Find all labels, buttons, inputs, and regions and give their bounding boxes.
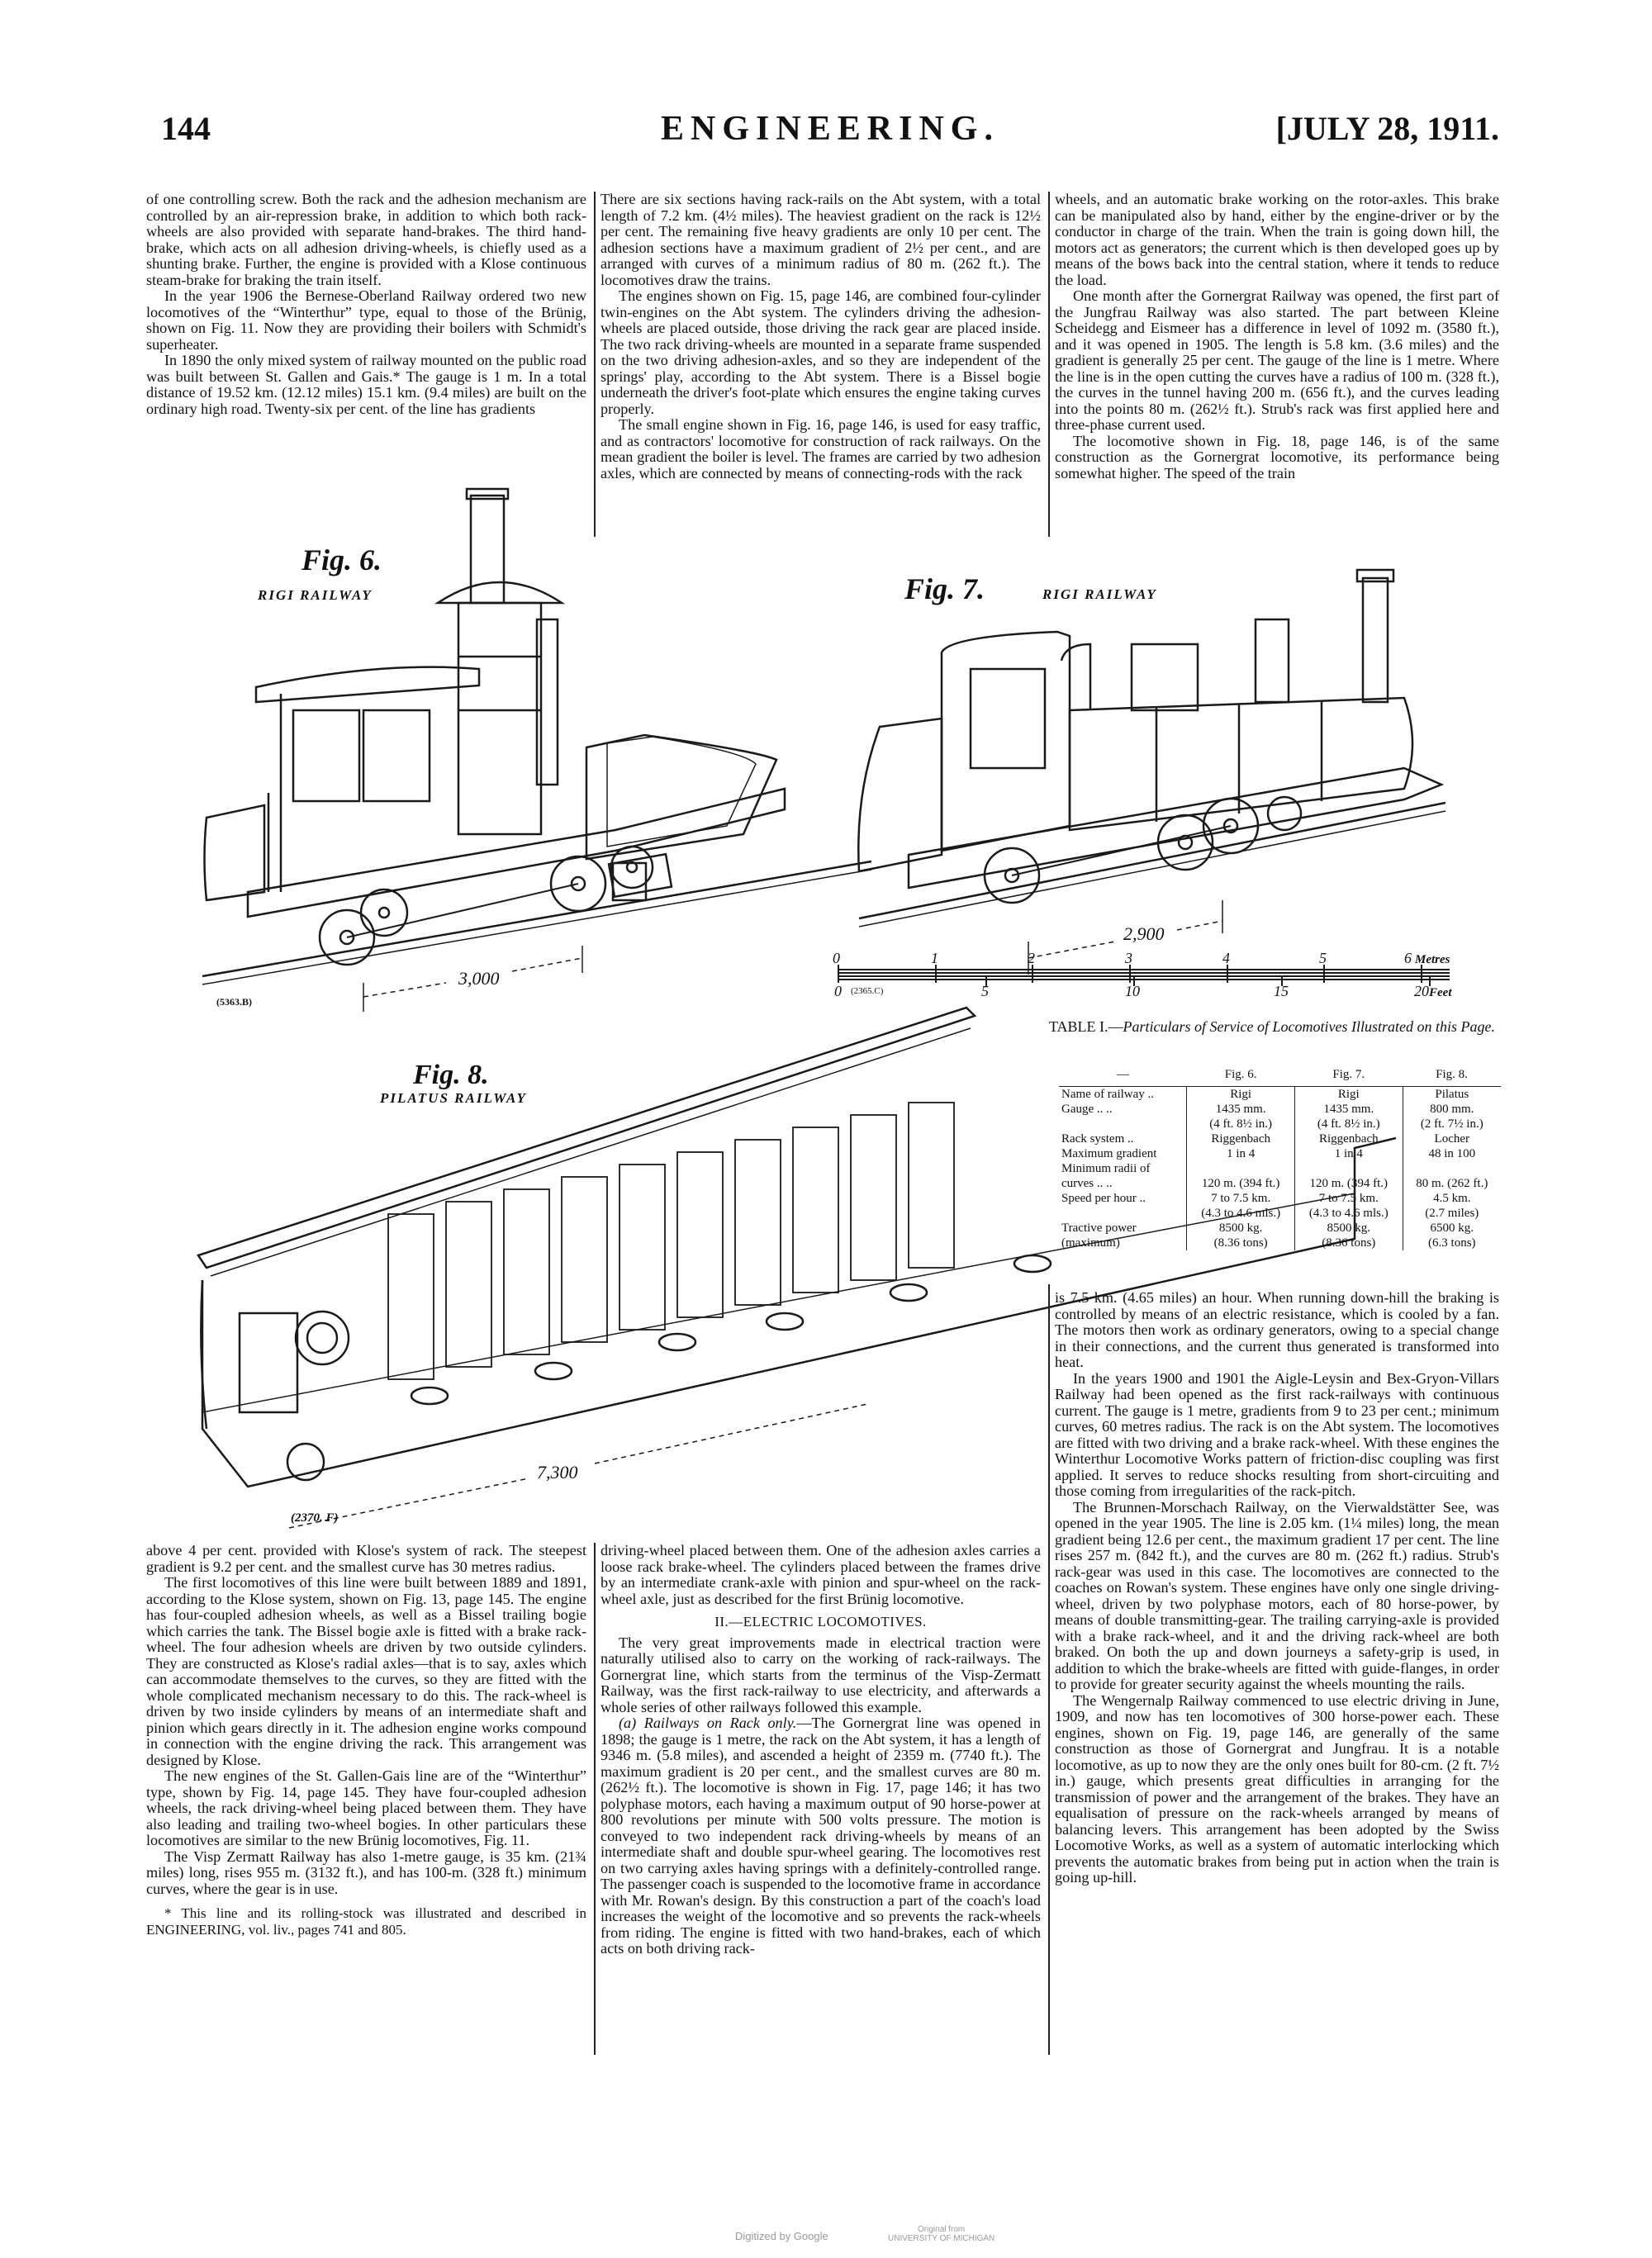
table-row: [1059, 1102, 1501, 1117]
paragraph: of one controlling screw. Both the rack and the adhesion mechanism are controlled by an air-repression brake, in addition to which both rack-wheels are also provided with separate hand-brakes. The third hand-brake, which acts on all adhesion driving-wheels, is chiefly used as a shunting brake. Further, the engine is provided with a Klose continuous steam-brake for braking the train itself.: [146, 191, 586, 288]
table-cell: (8.36 tons): [1294, 1236, 1403, 1250]
paragraph: [601, 1715, 1041, 1957]
fig7-label: Fig. 7.: [904, 572, 985, 605]
scale-feet-tick: 20: [1414, 983, 1429, 999]
column-1-bottom: [146, 1543, 586, 1938]
scale-metre-tick: 0: [833, 950, 840, 966]
table-header: —: [1059, 1067, 1187, 1087]
fig8-dimension: 7,300: [537, 1462, 578, 1482]
scale-feet-tick: 5: [981, 983, 989, 999]
paragraph: above 4 per cent. provided with Klose's system of rack. The steepest gradient is 9.2 per cent. and the smallest curve has 30 metres radius.: [146, 1542, 586, 1575]
footnote: * This line and its rolling-stock was illustrated and described in ENGINEERING, vol. liv., pages 741 and 805.: [146, 1905, 586, 1938]
paragraph: In 1890 the only mixed system of railway mounted on the public road was built between St. Gallen and Gais.* The gauge is 1 m. In a total distance of 19.52 km. (12.12 miles) 15.1 km. (9.4 miles) are built on the ordinary high road. Twenty-six per cent. of the line has gradients: [146, 352, 586, 417]
table-header: Fig. 6.: [1187, 1067, 1295, 1087]
table-cell: Speed per hour ..: [1061, 1192, 1146, 1205]
paragraph: One month after the Gornergrat Railway was opened, the first part of the Jungfrau Railway was also started. The part between Kleine Scheidegg and Eismeer has a difference in level of 1092 m. (3580 ft.), and it was opened in 1905. The length is 5.8 km. (3.6 miles) and the gradient is generally 25 per cent. The gauge of the line is 1 metre. Where the line is in the open cutting the curves have a radius of 100 m. (328 ft.), the curves in the tunnel having 200 m. (656 ft.), and the curves leading into the points 80 m. (262½ ft.). Strub's rack was first applied here and three-phase current used.: [1055, 287, 1499, 433]
table-cell: Rigi: [1187, 1087, 1295, 1103]
paragraph: The Brunnen-Morschach Railway, on the Vierwaldstätter See, was opened in the year 1905. The line is 2.05 km. (1¼ miles) long, the mean gradient being 12.6 per cent., the maximum gradient 17 per cent. The line rises 257 m. (842 ft.), and the curves are 80 m. (262 ft.) radius. Strub's rack-gear was used in this case. The locomotives are connected to the coaches on Rowan's system. These engines have only one single driving-wheel, driven by two polyphase motors, each of 80 horse-power, by means of double transmitting-gear. The trailing carrying-axle is provided with a brake rack-wheel, and it and the driving rack-wheel are both braked. On both the up and down journeys a safety-grip is used, in addition to which the brake-wheels are fitted with guide-flanges, in order to provide for greater security against the wheels mounting the rails.: [1055, 1498, 1499, 1692]
table-cell: Gauge .. ..: [1061, 1103, 1113, 1116]
table-row: [1059, 1087, 1501, 1103]
fig6-code: (5363.B): [216, 996, 252, 1008]
table-cell: (4.3 to 4.6 mls.): [1294, 1206, 1403, 1221]
fig8-label: Fig. 8.: [413, 1060, 489, 1090]
paragraph: is 7.5 km. (4.65 miles) an hour. When running down-hill the braking is controlled by means of an electric resistance, which is cooled by a fan. The motors then work as ordinary generators, owing to a special change in their connections, and the current thus generated is transformed into heat.: [1055, 1289, 1499, 1370]
scale-feet-unit: Feet: [1429, 986, 1452, 999]
table-row: [1059, 1117, 1501, 1131]
table-cell: (6.3 tons): [1403, 1236, 1501, 1250]
scale-feet-tick: 0: [834, 983, 842, 999]
table-cell: Maximum gradient: [1061, 1147, 1157, 1160]
table-cell: [1294, 1161, 1403, 1176]
paragraph: wheels, and an automatic brake working on the rotor-axles. This brake can be manipulated also by hand, either by the engine-driver or by the conductor in charge of the train. When the train is going down hill, the motors act as generators; the current which is then developed goes up by means of the bows back into the central station, where it tends to reduce the load.: [1055, 191, 1499, 288]
table-cell: 8500 kg.: [1294, 1221, 1403, 1236]
table-cell: (2.7 miles): [1403, 1206, 1501, 1221]
paragraph: The Visp Zermatt Railway has also 1-metre gauge, is 35 km. (21¾ miles) long, rises 955 m. (3132 ft.), and has 100-m. (328 ft.) minimum curves, where the gear is in use.: [146, 1848, 586, 1897]
table-row: [1059, 1161, 1501, 1176]
table-cell: 4.5 km.: [1403, 1191, 1501, 1206]
table-cell: (4 ft. 8½ in.): [1294, 1117, 1403, 1131]
table-cell: 1 in 4: [1294, 1146, 1403, 1161]
table-cell: 48 in 100: [1403, 1146, 1501, 1161]
scale-metre-tick: 4: [1222, 950, 1230, 966]
table-cell: 8500 kg.: [1187, 1221, 1295, 1236]
paragraph: There are six sections having rack-rails on the Abt system, with a total length of 7.2 km. (4½ miles). The heaviest gradient on the rack is 12½ per cent. The remaining five heavy gradients are only 10 per cent. The adhesion sections have a maximum gradient of 2½ per cent., and are arranged with curves of a minimum radius of 80 m. (262 ft.). The locomotives draw the trains.: [601, 191, 1041, 288]
digitized-by-text: Digitized by Google: [735, 2230, 828, 2242]
table-header-row: [1059, 1067, 1501, 1087]
table-cell: Tractive power: [1061, 1222, 1137, 1235]
paragraph-text: —The Gornergrat line was opened in 1898; the gauge is 1 metre, the rack on the Abt system, it has a length of 9346 m. (5.8 miles), and ascended a height of 2359 m. (7740 ft.). The maximum gradient is 20 per cent., and the smallest curves are 80 m. (262½ ft.). The locomotive is shown in Fig. 17, page 146; it has two polyphase motors, each having a maximum output of 90 horse-power at 800 revolutions per minute with 500 volts pressure. The motion is conveyed to two independent rack driving-wheels by means of an intermediate shaft and double spur-wheel gearing. The locomotives rest on two carrying axles having springs with a definitely-controlled range. The passenger coach is suspended to the locomotive frame in accordance with Mr. Rowan's design. By this construction a part of the coach's load increases the weight of the locomotive and so prevents the rack-wheels from riding. The engine is fitted with two hand-brakes, each of which acts on both driving rack-: [601, 1715, 1041, 1957]
paragraph: The engines shown on Fig. 15, page 146, are combined four-cylinder twin-engines on the Abt system. The cylinders driving the adhesion-wheels are placed outside, those driving the rack gear are placed inside. The two rack driving-wheels are mounted in a separate frame suspended on the two driving adhesion-axles, and so they are independent of the springs' play, according to the Abt system. There is a Bissel bogie underneath the driver's foot-plate which ensures the engine taking curves properly.: [601, 287, 1041, 417]
table-cell: (maximum): [1061, 1236, 1120, 1250]
page-number: 144: [161, 110, 211, 147]
fig8-subtitle: PILATUS RAILWAY: [380, 1090, 527, 1106]
table-cell: Name of railway ..: [1061, 1088, 1155, 1101]
table-cell: Rigi: [1294, 1087, 1403, 1103]
table-row: [1059, 1176, 1501, 1191]
fig7-dimension: 2,900: [1123, 923, 1165, 944]
table-cell: 7 to 7.5 km.: [1294, 1191, 1403, 1206]
original-source: [888, 2225, 995, 2243]
table-header: Fig. 8.: [1403, 1067, 1501, 1087]
table-cell: [1403, 1161, 1501, 1176]
table-cell: 800 mm.: [1403, 1102, 1501, 1117]
fig6-subtitle: RIGI RAILWAY: [258, 587, 373, 603]
fig7-locomotive-drawing: [858, 570, 1446, 975]
table-cell: Riggenbach: [1294, 1131, 1403, 1146]
table-header: Fig. 7.: [1294, 1067, 1403, 1087]
table-cell: (4.3 to 4.6 mls.): [1187, 1206, 1295, 1221]
subsection-label: (a) Railways on Rack only.: [619, 1715, 797, 1731]
table-row: [1059, 1146, 1501, 1161]
original-source-line: UNIVERSITY OF MICHIGAN: [888, 2234, 995, 2243]
table-caption-title: Particulars of Service of Locomotives Illustrated on this Page.: [1123, 1018, 1495, 1035]
fig8-code: (2370. F): [291, 1511, 339, 1525]
fig6-label: Fig. 6.: [301, 543, 382, 576]
table-cell: [1187, 1161, 1295, 1176]
table-cell: Locher: [1403, 1131, 1501, 1146]
table-cell: Minimum radii of: [1061, 1162, 1151, 1175]
table-cell: 1435 mm.: [1187, 1102, 1295, 1117]
table-cell: 1 in 4: [1187, 1146, 1295, 1161]
scale-metre-tick: 2: [1028, 950, 1035, 966]
table-row: [1059, 1131, 1501, 1146]
table-cell: 1435 mm.: [1294, 1102, 1403, 1117]
section-heading: II.—ELECTRIC LOCOMOTIVES.: [714, 1614, 927, 1629]
journal-title: ENGINEERING.: [661, 110, 999, 148]
paragraph: driving-wheel placed between them. One of the adhesion axles carries a loose rack brake-wheel. The cylinders placed between the frames drive by an intermediate crank-axle with pinion and spur-wheel on the rack-wheel axle, just as described for the first Brünig locomotive.: [601, 1542, 1041, 1607]
paragraph: The new engines of the St. Gallen-Gais line are of the “Winterthur” type, shown by Fig. 14, page 145. They have four-coupled adhesion wheels, the rack driving-wheel being placed between them. They have also leading and trailing two-wheel bogies. In other particulars these locomotives are similar to the new Brünig locomotives, Fig. 11.: [146, 1767, 586, 1848]
scale-feet-tick: 10: [1125, 983, 1140, 999]
table-cell: (2 ft. 7½ in.): [1403, 1117, 1501, 1131]
original-source-line: Original from: [918, 2225, 966, 2234]
paragraph: The Wengernalp Railway commenced to use electric driving in June, 1909, and now has ten locomotives of 300 horse-power each. These engines, shown on Fig. 19, page 146, are generally of the same construction as those of Gornergrat and Jungfrau. It is a notable locomotive, as up to now they are the only ones built for 80-cm. (2 ft. 7½ in.) gauge, which presents great difficulties in arranging for the transmission of power and the arrangement of the brakes. They have an equalisation of pressure on the rack-wheels arranged by means of balancing levers. This arrangement has been adopted by the Swiss Locomotive Works, as well as a system of automatic interlocking which prevents the automatic brakes from being put in action when the train is going up-hill.: [1055, 1691, 1499, 1886]
scale-metre-tick: 6: [1404, 950, 1412, 966]
column-3-bottom: [1055, 1290, 1499, 1886]
table-cell: curves .. ..: [1061, 1177, 1113, 1190]
column-2-bottom: [601, 1543, 1041, 1957]
scale-metre-tick: 5: [1319, 950, 1327, 966]
paragraph: In the years 1900 and 1901 the Aigle-Leysin and Bex-Gryon-Villars Railway had been opened as the first rack-railways with continuous current. The gauge is 1 metre, gradients from 9 to 23 per cent.; minimum curves, 60 metres radius. The rack is on the Abt system. The locomotives are fitted with two driving and a brake rack-wheel. With these engines the Winterthur Locomotive Works pattern of friction-disc coupling was first applied. It serves to reduce shocks resulting from short-circuiting and those coming from irregularities of the rack-pitch.: [1055, 1369, 1499, 1499]
table-row: [1059, 1221, 1501, 1236]
paragraph: In the year 1906 the Bernese-Oberland Railway ordered two new locomotives of the “Winterthur” type, equal to those of the Brünig, shown on Fig. 11. Now they are providing their boilers with Schmidt's superheater.: [146, 287, 586, 353]
scale-feet-tick: 15: [1274, 983, 1289, 999]
paragraph: The first locomotives of this line were built between 1889 and 1891, according to the Klose system, shown on Fig. 13, page 145. The engine has four-coupled adhesion wheels, as well as a Bissel trailing bogie which carries the tank. The Bissel bogie axle is fitted with a brake rack-wheel. The four adhesion wheels are driven by two outside cylinders. They are constructed as Klose's radial axles—that is to say, axles which can accommodate themselves to the curves, so they are fitted with the whole complicated mechanism necessary to do this. The rack-wheel is driven by two inside cylinders by means of an intermediate shaft and pinion which gears directly in it. The adhesion engine works compound in connection with the engine driving the rack. This arrangement was designed by Klose.: [146, 1574, 586, 1768]
table-cell: Rack system ..: [1061, 1132, 1134, 1146]
scale-bar: [833, 950, 1452, 999]
table-cell: 6500 kg.: [1403, 1221, 1501, 1236]
particulars-table: [1059, 1067, 1501, 1250]
fig7-subtitle: RIGI RAILWAY: [1042, 586, 1157, 602]
table-row: [1059, 1236, 1501, 1250]
issue-date: [JULY 28, 1911.: [1275, 110, 1499, 147]
table-cell: Riggenbach: [1187, 1131, 1295, 1146]
table-cell: 80 m. (262 ft.): [1403, 1176, 1501, 1191]
table-caption: [1049, 1018, 1495, 1036]
table-caption-prefix: TABLE I.—: [1049, 1018, 1123, 1035]
table-row: [1059, 1191, 1501, 1206]
table-cell: 120 m. (394 ft.): [1294, 1176, 1403, 1191]
column-rule: [594, 1543, 596, 2055]
table-row: [1059, 1206, 1501, 1221]
paragraph: The locomotive shown in Fig. 18, page 146, is of the same construction as the Gornergrat locomotive, its performance being somewhat higher. The speed of the train: [1055, 432, 1499, 481]
table-cell: (8.36 tons): [1187, 1236, 1295, 1250]
scale-code: (2365.C): [851, 986, 884, 996]
paragraph: The small engine shown in Fig. 16, page 146, is used for easy traffic, and as contractors' locomotive for construction of rack railways. On the mean gradient the boiler is level. The frames are carried by two adhesion axles, which are connected by means of connecting-rods with the rack: [601, 416, 1041, 481]
table-cell: (4 ft. 8½ in.): [1187, 1117, 1295, 1131]
table-cell: [1059, 1117, 1187, 1131]
table-cell: 7 to 7.5 km.: [1187, 1191, 1295, 1206]
fig6-dimension: 3,000: [458, 968, 500, 989]
table-cell: Pilatus: [1403, 1087, 1501, 1103]
column-rule: [1048, 1284, 1050, 2055]
paragraph: The very great improvements made in electrical traction were naturally utilised also to carry on the working of rack-railways. The Gornergrat line, which starts from the terminus of the Visp-Zermatt Railway, was the first rack-railway to use electricity, and afterwards a whole series of other railways followed this example.: [601, 1634, 1041, 1715]
table-cell: 120 m. (394 ft.): [1187, 1176, 1295, 1191]
fig6-locomotive-drawing: [202, 489, 871, 1012]
scale-metre-tick: 1: [931, 950, 938, 966]
scale-metre-unit: Metres: [1415, 953, 1450, 966]
scale-metre-tick: 3: [1125, 950, 1132, 966]
table-cell: [1059, 1206, 1187, 1221]
